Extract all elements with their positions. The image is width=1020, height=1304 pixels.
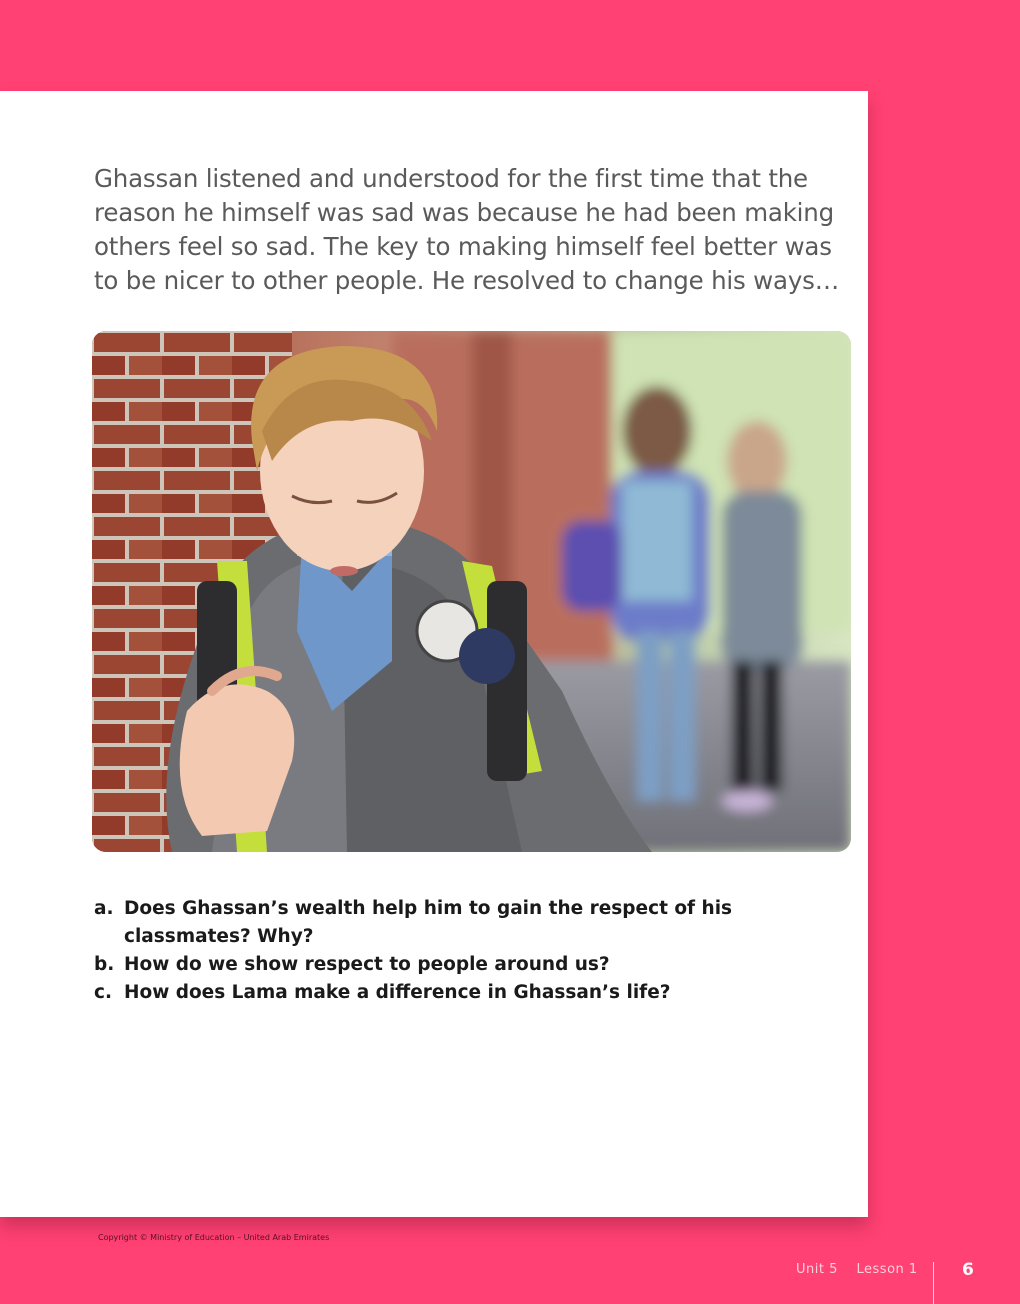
question-text: Does Ghassan’s wealth help him to gain the respect of his classmates? Why? xyxy=(124,898,733,947)
question-marker: c. xyxy=(94,982,112,1003)
page-number: 6 xyxy=(962,1260,974,1280)
story-paragraph: Ghassan listened and understood for the first time that the reason he himself was sad was because he had been making others feel so sad. The key to making himself feel better was to be nicer to other people. He resolved to change his ways… xyxy=(94,164,839,295)
question-text: How do we show respect to people around us? xyxy=(124,954,610,975)
story-photo xyxy=(92,331,851,852)
question-item xyxy=(94,951,854,979)
unit-label: Unit 5 xyxy=(796,1262,838,1277)
photo-illustration xyxy=(92,331,851,852)
footer-nav xyxy=(796,1262,918,1277)
question-item xyxy=(94,895,854,951)
copyright-notice: Copyright © Ministry of Education – United Arab Emirates xyxy=(98,1233,330,1242)
footer-divider xyxy=(933,1262,934,1304)
questions-list xyxy=(94,895,854,1007)
question-item xyxy=(94,979,854,1007)
question-marker: a. xyxy=(94,898,114,919)
question-text: How does Lama make a difference in Ghassan’s life? xyxy=(124,982,671,1003)
question-marker: b. xyxy=(94,954,115,975)
lesson-label: Lesson 1 xyxy=(856,1262,918,1277)
